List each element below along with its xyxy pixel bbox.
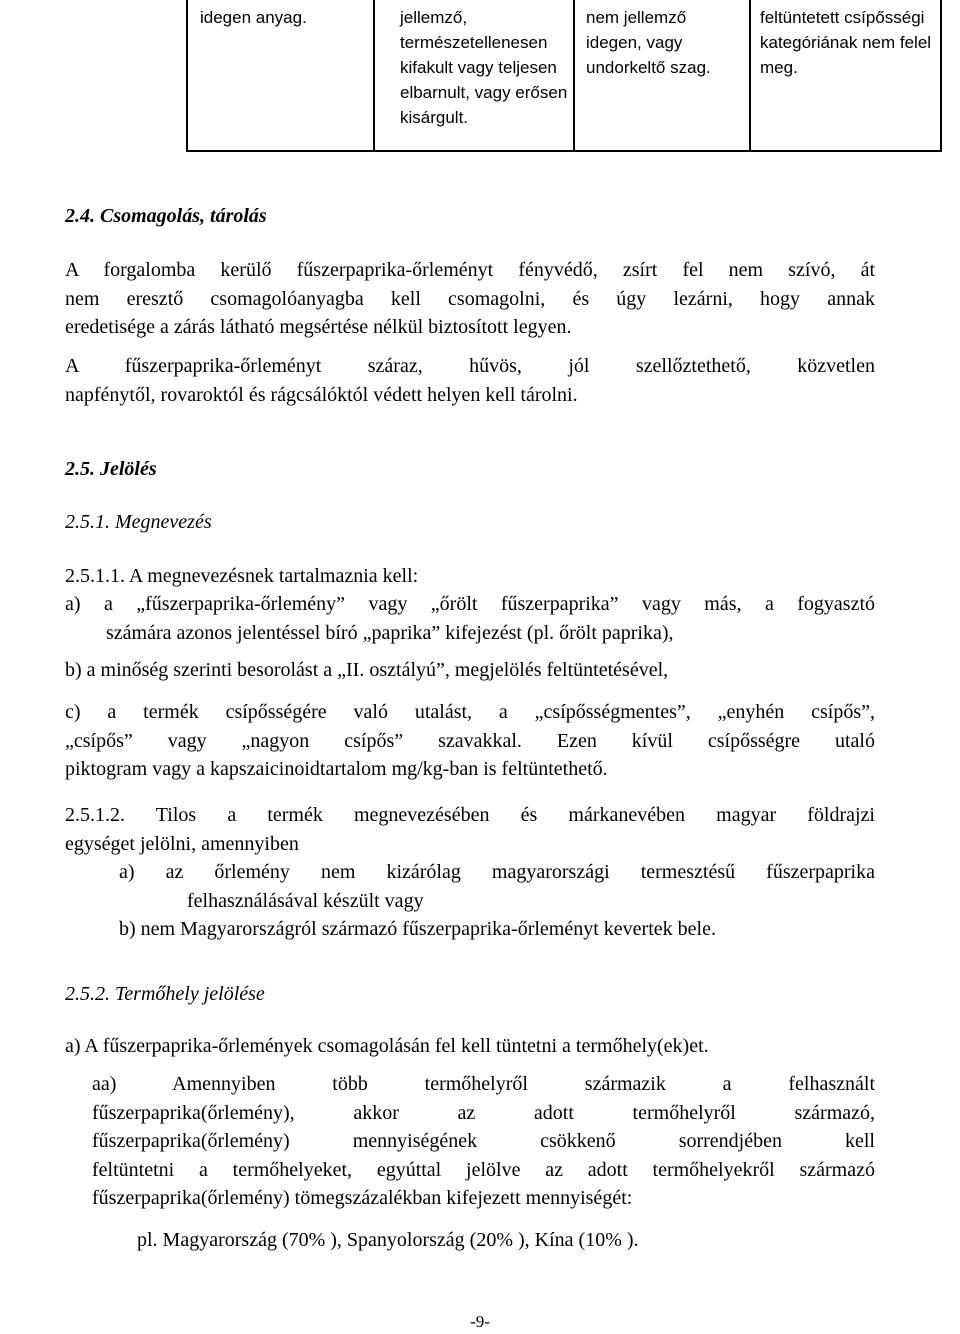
paragraph-2-5-2-aa: aa) Amennyiben több termőhelyről származik a felhasznált fűszerpaprika(őrlemény), akkor az adott termőhelyről származó, fűszerpaprika(őrlemény) mennyiségének csökkenő sorrendjében kell feltüntetni a termőhelyeket, egyúttal jelölve az adott termőhelyekről származó fűszerpaprika(őrlemény) tömegszázalékban kifejezett mennyiségét: bbox=[92, 1073, 875, 1209]
list-item-a: a) a „fűszerpaprika-őrlemény” vagy „őrölt fűszerpaprika” vagy más, a fogyasztó számára azonos jelentéssel bíró „paprika” kifejezést (pl. őrölt paprika), bbox=[65, 593, 875, 644]
quality-table-fragment bbox=[186, 0, 942, 152]
subsection-heading-2-5-1: 2.5.1. Megnevezés bbox=[65, 511, 212, 533]
section-heading-2-5: 2.5. Jelölés bbox=[65, 458, 157, 480]
example-line: pl. Magyarország (70% ), Spanyolország (20% ), Kína (10% ). bbox=[137, 1229, 639, 1251]
list-item-b: b) a minőség szerinti besorolást a „II. osztályú”, megjelölés feltüntetésével, bbox=[65, 659, 669, 681]
paragraph-2-5-2-a: a) A fűszerpaprika-őrlemények csomagolásán fel kell tüntetni a termőhely(ek)et. bbox=[65, 1035, 709, 1057]
section-heading-2-4: 2.4. Csomagolás, tárolás bbox=[65, 205, 267, 227]
list-item-2-5-1-2-a: a) az őrlemény nem kizárólag magyarországi termesztésű fűszerpaprika felhasználásával készült vagy bbox=[119, 861, 875, 912]
table-cell-pungency: feltüntetett csípősségi kategóriának nem felel meg. bbox=[760, 8, 932, 77]
paragraph-2-5-1-2: 2.5.1.2. Tilos a termék megnevezésében és márkanevében magyar földrajzi egységet jelölni, amennyiben bbox=[65, 804, 875, 855]
table-cell-foreign-matter: idegen anyag. bbox=[200, 8, 307, 27]
paragraph-2-5-1-1-head: 2.5.1.1. A megnevezésnek tartalmaznia kell: bbox=[65, 565, 419, 587]
table-divider bbox=[749, 0, 751, 152]
list-item-c: c) a termék csípősségére való utalást, a „csípősségmentes”, „enyhén csípős”, „csípős” vagy „nagyon csípős” szavakkal. Ezen kívül csípősségre utaló piktogram vagy a kapszaicinoidtartalom mg/kg-ban is feltüntethető. bbox=[65, 701, 875, 780]
page-number: -9- bbox=[470, 1312, 490, 1331]
table-divider bbox=[373, 0, 375, 152]
list-item-2-5-1-2-b: b) nem Magyarországról származó fűszerpaprika-őrleményt kevertek bele. bbox=[119, 918, 716, 940]
table-cell-color: jellemző, természetellenesen kifakult vagy teljesen elbarnult, vagy erősen kisárgult. bbox=[400, 8, 568, 127]
paragraph-packaging: A forgalomba kerülő fűszerpaprika-őrleményt fényvédő, zsírt fel nem szívó, át nem eresztő csomagolóanyagba kell csomagolni, és úgy lezárni, hogy annak eredetisége a zárás látható megsértése nélkül biztosított legyen. bbox=[65, 259, 875, 338]
paragraph-storage: A fűszerpaprika-őrleményt száraz, hűvös, jól szellőztethető, közvetlen napfénytől, rovaroktól és rágcsálóktól védett helyen kell tárolni. bbox=[65, 355, 875, 406]
table-cell-smell: nem jellemző idegen, vagy undorkeltő szag. bbox=[586, 8, 711, 77]
subsection-heading-2-5-2: 2.5.2. Termőhely jelölése bbox=[65, 983, 265, 1005]
